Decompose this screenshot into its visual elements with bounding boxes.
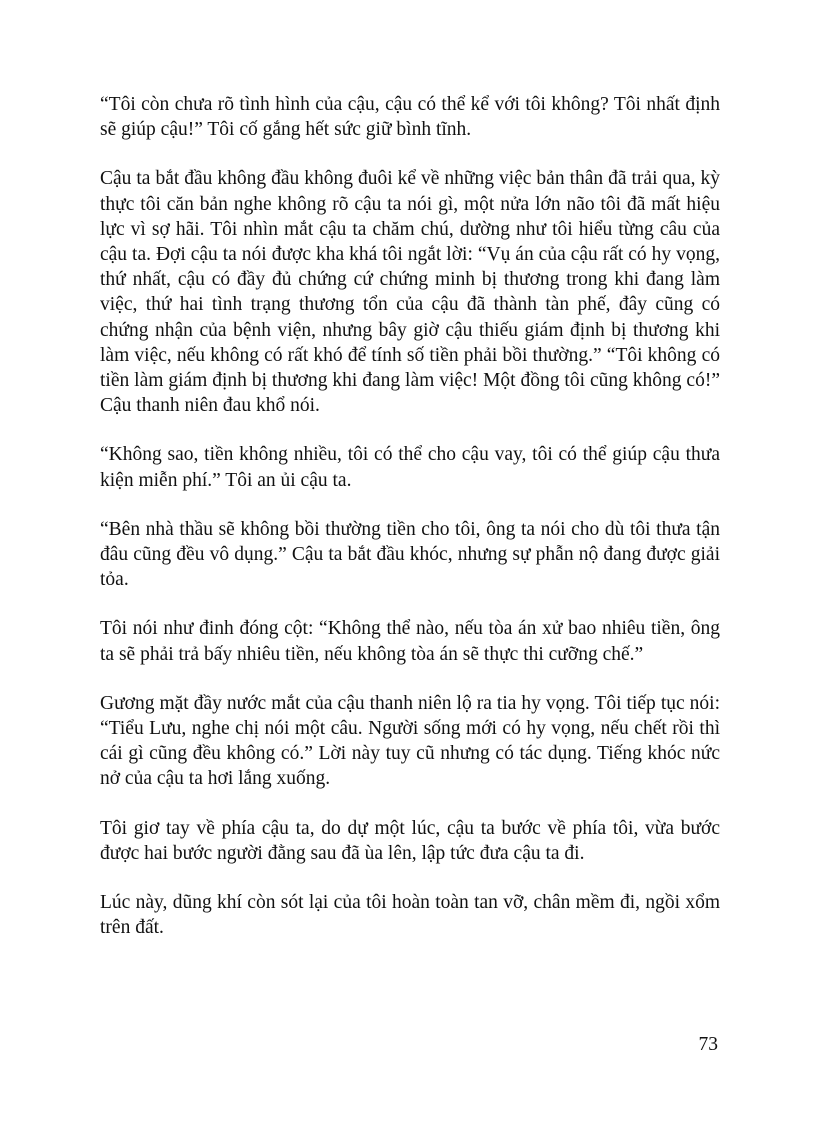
paragraph: “Tôi còn chưa rõ tình hình của cậu, cậu có thể kể với tôi không? Tôi nhất định sẽ giúp cậu!” Tôi cố gắng hết sức giữ bình tĩnh.	[100, 94, 720, 141]
paragraph: Tôi nói như đinh đóng cột: “Không thể nào, nếu tòa án xử bao nhiêu tiền, ông ta sẽ phải trả bấy nhiêu tiền, nếu không tòa án sẽ thực thi cưỡng chế.”	[100, 618, 720, 665]
paragraph: “Không sao, tiền không nhiều, tôi có thể cho cậu vay, tôi có thể giúp cậu thưa kiện miễn phí.” Tôi an ủi cậu ta.	[100, 444, 720, 491]
page-number: 73	[698, 1034, 718, 1055]
paragraph: Lúc này, dũng khí còn sót lại của tôi hoàn toàn tan vỡ, chân mềm đi, ngồi xổm trên đất.	[100, 892, 720, 939]
paragraph: Gương mặt đầy nước mắt của cậu thanh niên lộ ra tia hy vọng. Tôi tiếp tục nói: “Tiểu Lưu, nghe chị nói một câu. Người sống mới có hy vọng, nếu chết rồi thì cái gì cũng đều không có.” Lời này tuy cũ nhưng có tác dụng. Tiếng khóc nức nở của cậu ta hơi lắng xuống.	[100, 692, 720, 790]
document-page	[100, 92, 720, 964]
paragraph: Cậu ta bắt đầu không đầu không đuôi kể về những việc bản thân đã trải qua, kỳ thực tôi căn bản nghe không rõ cậu ta nói gì, một nửa lớn não tôi đã mất hiệu lực vì sợ hãi. Tôi nhìn mắt cậu ta chăm chú, dường như tôi hiểu từng câu của cậu ta. Đợi cậu ta nói được kha khá tôi ngắt lời: “Vụ án của cậu rất có hy vọng, thứ nhất, cậu có đầy đủ chứng cứ chứng minh bị thương trong khi đang làm việc, thứ hai tình trạng thương tổn của cậu đã thành tàn phế, đây cũng có chứng nhận của bệnh viện, nhưng bây giờ cậu thiếu giám định bị thương khi làm việc, nếu không có rất khó để tính số tiền phải bồi thường.” “Tôi không có tiền làm giám định bị thương khi đang làm việc! Một đồng tôi cũng không có!” Cậu thanh niên đau khổ nói.	[100, 168, 720, 417]
paragraph: Tôi giơ tay về phía cậu ta, do dự một lúc, cậu ta bước về phía tôi, vừa bước được hai bước người đằng sau đã ùa lên, lập tức đưa cậu ta đi.	[100, 817, 720, 864]
paragraph: “Bên nhà thầu sẽ không bồi thường tiền cho tôi, ông ta nói cho dù tôi thưa tận đâu cũng đều vô dụng.” Cậu ta bắt đầu khóc, nhưng sự phẫn nộ đang được giải tỏa.	[100, 518, 720, 591]
